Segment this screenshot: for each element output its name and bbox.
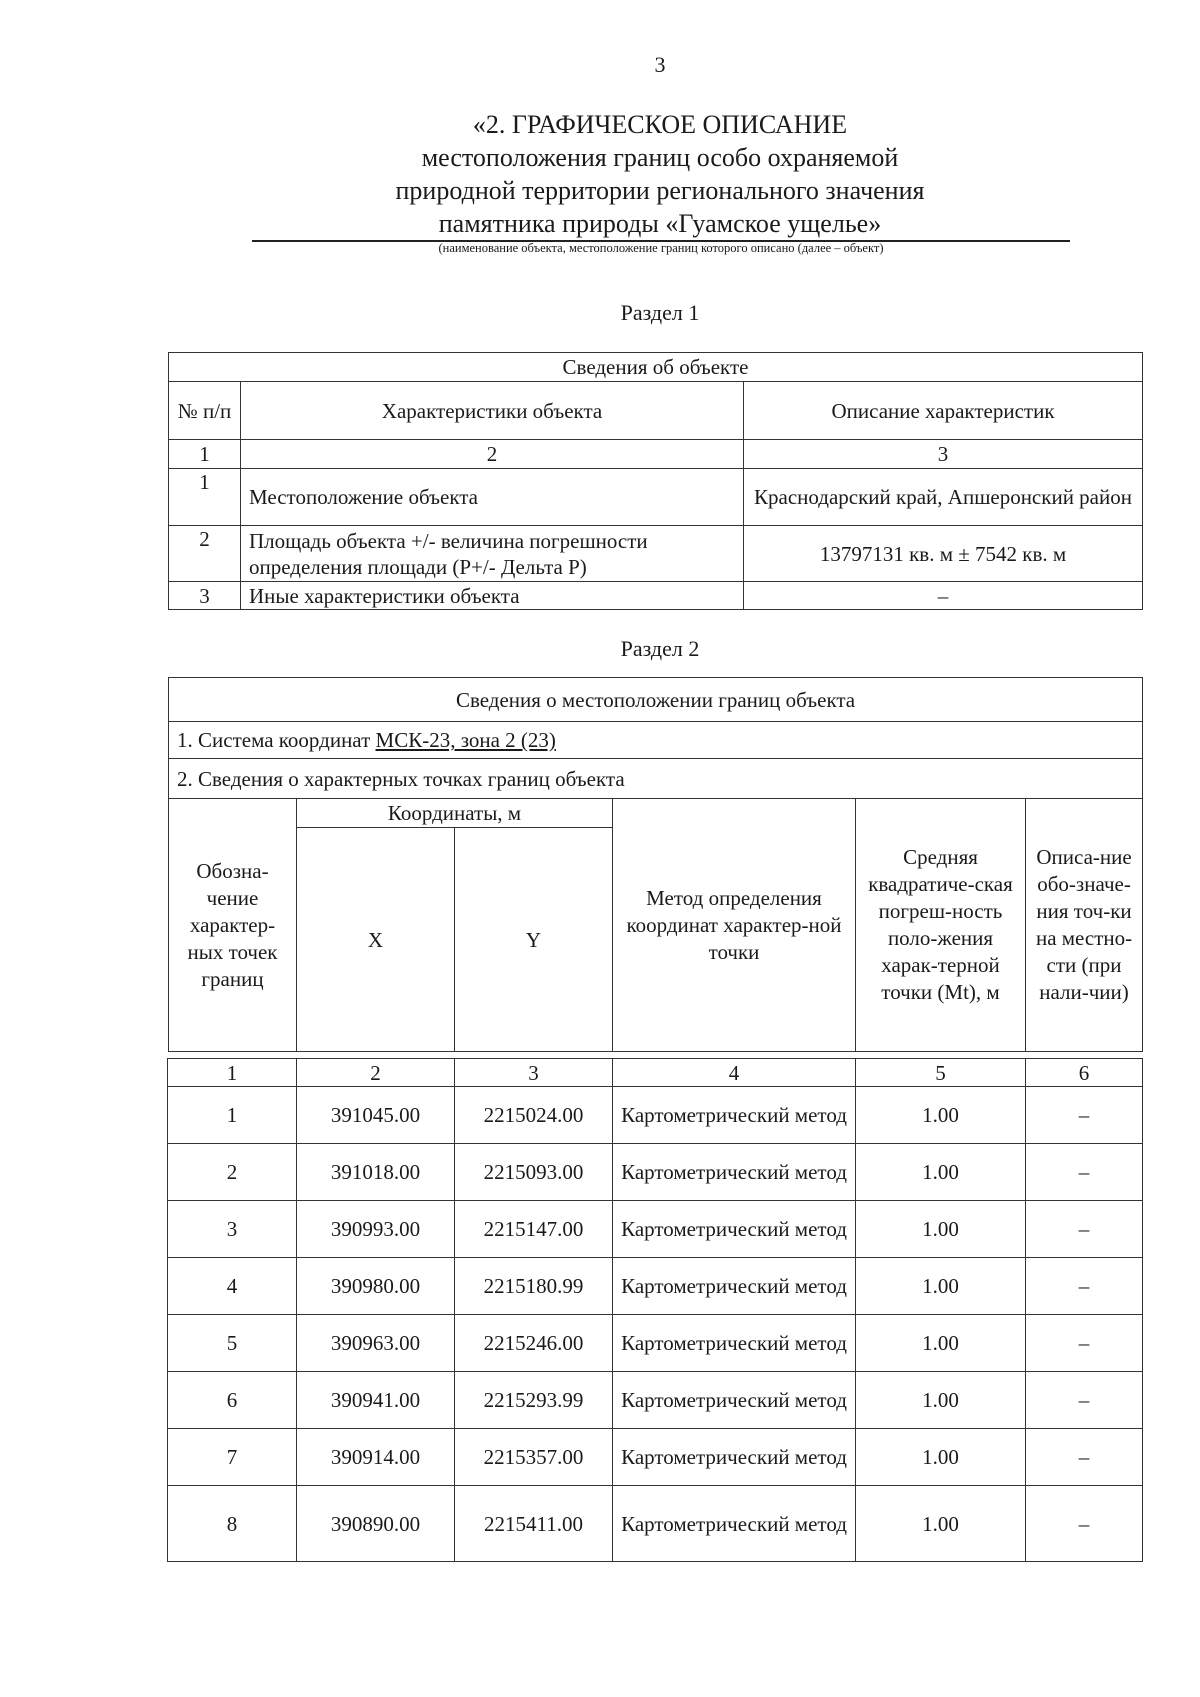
points-title: 2. Сведения о характерных точках границ объекта (169, 759, 1143, 799)
point-method: Картометрический метод (613, 1258, 856, 1315)
col-number: 4 (613, 1059, 856, 1087)
point-x: 390941.00 (297, 1372, 455, 1429)
title-line: местоположения границ особо охраняемой (421, 143, 899, 172)
point-y: 2215246.00 (455, 1315, 613, 1372)
point-description: – (1026, 1201, 1143, 1258)
table-row (168, 1429, 1143, 1486)
point-id: 2 (168, 1144, 297, 1201)
table-row (169, 469, 1143, 526)
boundary-header-table (168, 677, 1143, 1052)
col-number: 1 (168, 1059, 297, 1087)
point-y: 2215357.00 (455, 1429, 613, 1486)
table-row (168, 1315, 1143, 1372)
row-number: 3 (169, 582, 241, 610)
title-line: памятника природы «Гуамское ущелье» (438, 209, 882, 238)
col-number: 5 (856, 1059, 1026, 1087)
object-info-table (168, 352, 1143, 610)
table-title: Сведения о местоположении границ объекта (169, 678, 1143, 722)
point-y: 2215147.00 (455, 1201, 613, 1258)
point-method: Картометрический метод (613, 1087, 856, 1144)
header-y: Y (455, 828, 613, 1052)
point-x: 390963.00 (297, 1315, 455, 1372)
section2-heading: Раздел 2 (620, 636, 700, 661)
document-title (250, 108, 1070, 240)
header-coordinates: Координаты, м (297, 799, 613, 828)
col-number: 1 (169, 440, 241, 469)
point-id: 5 (168, 1315, 297, 1372)
header-error: Средняя квадратиче-ская погреш-ность поло-жения харак-терной точки (Mt), м (856, 799, 1026, 1052)
boundary-points-table (167, 1058, 1143, 1562)
point-id: 6 (168, 1372, 297, 1429)
title-line: «2. ГРАФИЧЕСКОЕ ОПИСАНИЕ (472, 110, 848, 139)
point-error: 1.00 (856, 1486, 1026, 1562)
table-row (169, 582, 1143, 610)
point-id: 3 (168, 1201, 297, 1258)
header-number: № п/п (169, 382, 241, 440)
point-error: 1.00 (856, 1144, 1026, 1201)
point-id: 4 (168, 1258, 297, 1315)
row-number: 1 (169, 469, 241, 526)
header-method: Метод определения координат характер-ной точки (613, 799, 856, 1052)
header-x: X (297, 828, 455, 1052)
point-error: 1.00 (856, 1315, 1026, 1372)
point-y: 2215093.00 (455, 1144, 613, 1201)
point-method: Картометрический метод (613, 1372, 856, 1429)
point-description: – (1026, 1486, 1143, 1562)
row-name: Иные характеристики объекта (241, 582, 744, 610)
point-x: 391045.00 (297, 1087, 455, 1144)
table-row (168, 1201, 1143, 1258)
point-error: 1.00 (856, 1429, 1026, 1486)
point-description: – (1026, 1429, 1143, 1486)
coordinate-system (169, 722, 1143, 759)
page-number: 3 (654, 52, 666, 77)
table-row (169, 526, 1143, 582)
point-description: – (1026, 1315, 1143, 1372)
point-error: 1.00 (856, 1372, 1026, 1429)
col-number: 2 (297, 1059, 455, 1087)
header-point: Обозна-чение характер-ных точек границ (169, 799, 297, 1052)
table-row (168, 1372, 1143, 1429)
header-description: Описание характеристик (744, 382, 1143, 440)
header-description: Описа-ние обо-значе-ния точ-ки на местно-сти (при нали-чии) (1026, 799, 1143, 1052)
point-x: 391018.00 (297, 1144, 455, 1201)
table-row (168, 1087, 1143, 1144)
title-line: природной территории регионального значения (395, 176, 925, 205)
point-description: – (1026, 1372, 1143, 1429)
point-method: Картометрический метод (613, 1315, 856, 1372)
point-x: 390993.00 (297, 1201, 455, 1258)
point-x: 390980.00 (297, 1258, 455, 1315)
point-x: 390914.00 (297, 1429, 455, 1486)
point-y: 2215180.99 (455, 1258, 613, 1315)
point-id: 1 (168, 1087, 297, 1144)
table-row (168, 1144, 1143, 1201)
title-note: (наименование объекта, местоположение границ которого описано (далее – объект) (438, 241, 884, 255)
header-characteristics: Характеристики объекта (241, 382, 744, 440)
point-method: Картометрический метод (613, 1429, 856, 1486)
col-number: 2 (241, 440, 744, 469)
section1-heading: Раздел 1 (620, 300, 700, 325)
col-number: 3 (455, 1059, 613, 1087)
point-method: Картометрический метод (613, 1486, 856, 1562)
table-row (168, 1486, 1143, 1562)
row-value: 13797131 кв. м ± 7542 кв. м (744, 526, 1143, 582)
table-row (168, 1258, 1143, 1315)
point-method: Картометрический метод (613, 1201, 856, 1258)
row-name: Местоположение объекта (241, 469, 744, 526)
point-method: Картометрический метод (613, 1144, 856, 1201)
point-y: 2215293.99 (455, 1372, 613, 1429)
point-error: 1.00 (856, 1201, 1026, 1258)
table-title: Сведения об объекте (169, 353, 1143, 382)
point-description: – (1026, 1258, 1143, 1315)
point-error: 1.00 (856, 1087, 1026, 1144)
col-number: 3 (744, 440, 1143, 469)
row-name: Площадь объекта +/- величина погрешности определения площади (Р+/- Дельта Р) (241, 526, 744, 582)
col-number: 6 (1026, 1059, 1143, 1087)
point-x: 390890.00 (297, 1486, 455, 1562)
point-id: 8 (168, 1486, 297, 1562)
point-description: – (1026, 1087, 1143, 1144)
row-value: Краснодарский край, Апшеронский район (744, 469, 1143, 526)
point-description: – (1026, 1144, 1143, 1201)
point-y: 2215024.00 (455, 1087, 613, 1144)
coordinate-system-value: МСК-23, зона 2 (23) (375, 728, 556, 752)
point-y: 2215411.00 (455, 1486, 613, 1562)
point-error: 1.00 (856, 1258, 1026, 1315)
coordinate-system-label: 1. Система координат (177, 728, 376, 752)
row-number: 2 (169, 526, 241, 582)
row-value: – (744, 582, 1143, 610)
point-id: 7 (168, 1429, 297, 1486)
